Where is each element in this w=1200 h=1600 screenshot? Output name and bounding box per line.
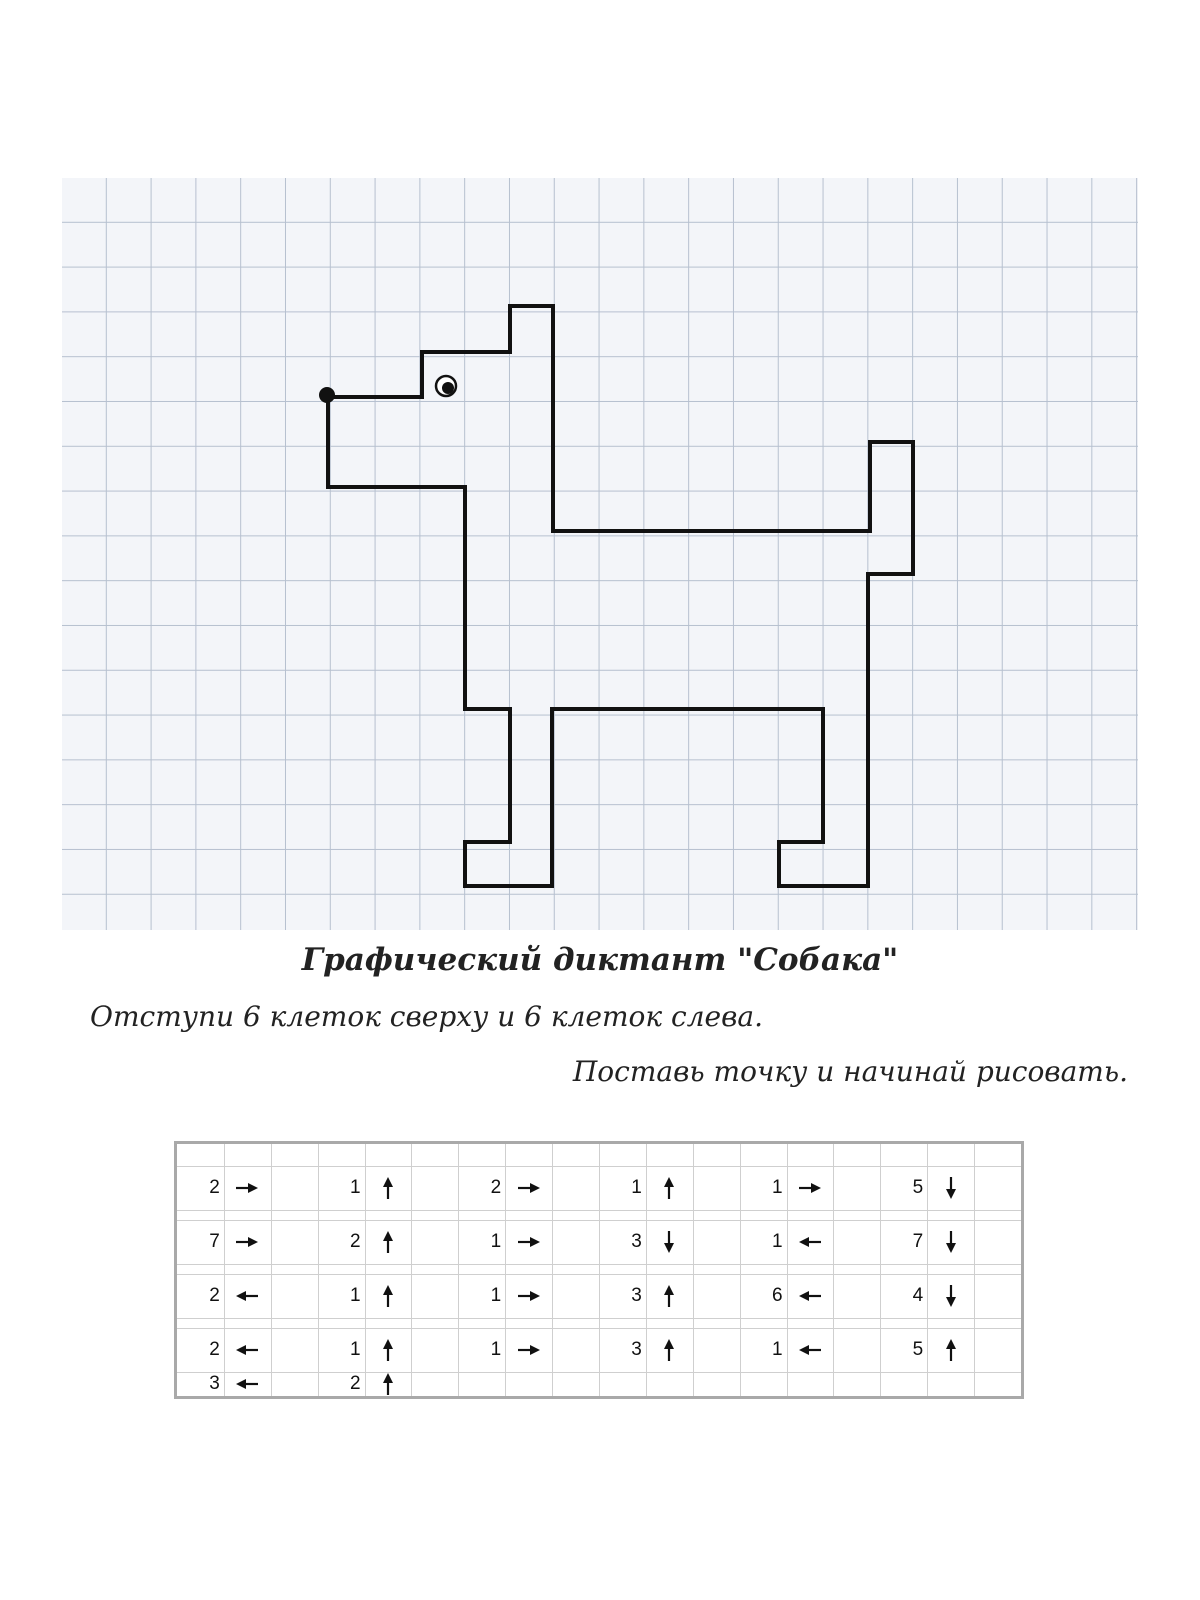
step-count: 6 [771,1285,783,1306]
arrow-up-icon [365,1372,412,1396]
page-title: Графический диктант "Собака" [301,942,899,978]
dog-eye [436,376,456,396]
step-count: 2 [209,1285,220,1306]
step-count: 3 [631,1285,642,1306]
step-count: 2 [349,1231,361,1252]
arrow-up-icon [646,1274,693,1318]
arrow-up-icon [646,1328,693,1372]
arrow-left-icon [224,1328,271,1372]
dog-outline [328,306,913,886]
step-count: 1 [349,1285,361,1306]
table-column-line [693,1144,694,1396]
arrow-down-icon [646,1220,693,1264]
arrow-right-icon [505,1274,552,1318]
arrow-right-icon [505,1220,552,1264]
step-count: 1 [771,1231,783,1252]
arrow-right-icon [505,1166,552,1210]
step-count: 1 [490,1231,502,1252]
step-count: 3 [631,1339,642,1360]
arrow-right-icon [224,1220,271,1264]
table-column-line [552,1144,553,1396]
arrow-down-icon [927,1274,974,1318]
table-column-line [974,1144,975,1396]
step-count: 3 [631,1231,642,1252]
arrow-left-icon [787,1274,834,1318]
arrow-up-icon [365,1274,412,1318]
step-count: 2 [209,1339,220,1360]
step-count: 1 [631,1177,642,1198]
arrow-up-icon [365,1220,412,1264]
step-count: 7 [209,1231,220,1252]
step-count: 1 [490,1285,502,1306]
arrow-right-icon [505,1328,552,1372]
step-count: 1 [349,1339,361,1360]
step-count: 1 [771,1177,783,1198]
step-count: 1 [349,1177,361,1198]
step-count: 2 [490,1177,502,1198]
step-count: 4 [912,1285,924,1306]
step-count: 7 [912,1231,924,1252]
arrow-down-icon [927,1166,974,1210]
step-count: 2 [349,1373,361,1394]
arrow-right-icon [224,1166,271,1210]
arrow-up-icon [646,1166,693,1210]
arrow-up-icon [365,1328,412,1372]
step-count: 2 [209,1177,220,1198]
steps-table [174,1141,1024,1399]
instruction-line-2: Поставь точку и начинай рисовать. [572,1055,1128,1088]
step-count: 3 [209,1373,220,1394]
instruction-line-1: Отступи 6 клеток сверху и 6 клеток слева. [90,1000,763,1033]
arrow-up-icon [927,1328,974,1372]
table-column-line [271,1144,272,1396]
arrow-right-icon [787,1166,834,1210]
start-point [319,387,335,403]
step-count: 5 [912,1177,924,1198]
arrow-left-icon [787,1220,834,1264]
arrow-left-icon [224,1372,271,1396]
step-count: 1 [771,1339,783,1360]
arrow-left-icon [787,1328,834,1372]
step-count: 5 [912,1339,924,1360]
step-count: 1 [490,1339,502,1360]
arrow-up-icon [365,1166,412,1210]
arrow-left-icon [224,1274,271,1318]
arrow-down-icon [927,1220,974,1264]
